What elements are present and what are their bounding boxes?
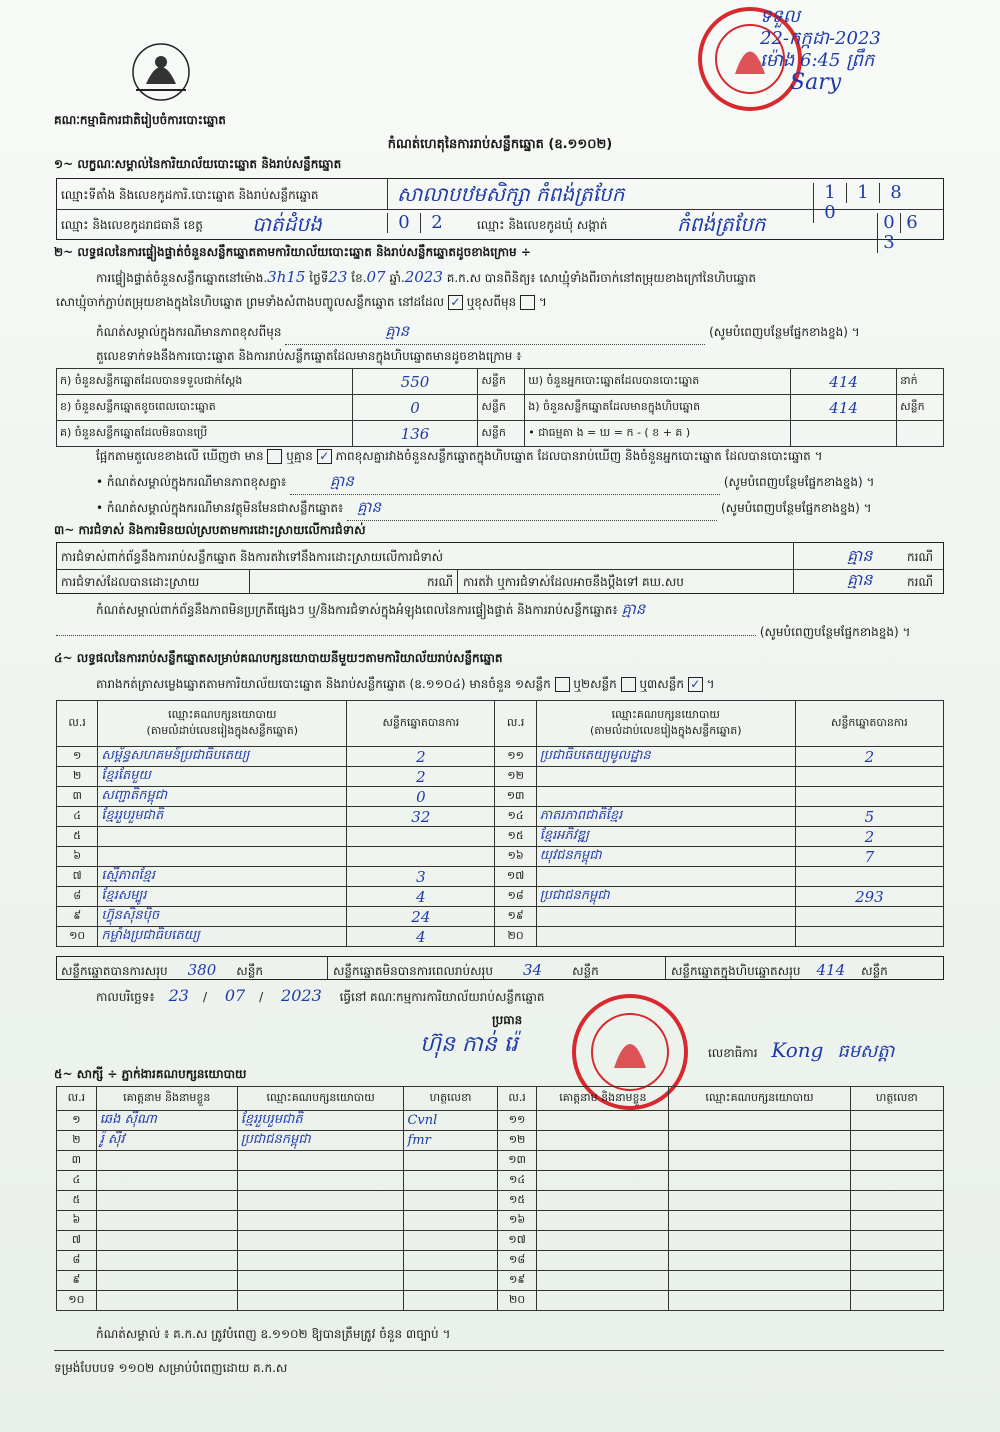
witness-no: ១៧ [497,1231,537,1251]
witness-no: ២ [57,1131,97,1151]
party-no: ៣ [57,787,98,807]
party-name: ប្រជាជនកម្ពុជា [536,887,795,907]
party-name: ខ្មែរតែមួយ [98,767,347,787]
witness-party [669,1171,850,1191]
figure-left-value: 0 [352,395,478,421]
party-no: ៧ [57,867,98,887]
witness-signature [850,1291,943,1311]
party-name: កម្លាំងប្រជាធិបតេយ្យ [98,927,347,947]
witness-party [237,1171,404,1191]
witness-name [96,1211,237,1231]
witness-name [96,1171,237,1191]
party-name: ខ្មែរសម្បូរ [98,887,347,907]
party-no: ១ [57,747,98,767]
bullet1-line: • កំណត់សម្គាល់ក្នុងករណីមានភាពខុសគ្នា៖ គ្មាន (សូមបំពេញបន្ថែមផ្នែកខាងខ្នង) ។ [96,472,944,495]
party-name: ប្រជាធិបតេយ្យមូលដ្ឋាន [536,747,795,767]
witness-name [537,1171,669,1191]
tally-sheet-line: តារាងកត់ត្រាសម្លេងឆ្នោតតាមការិយាល័យបោះឆ្នោត និងរាប់សន្លឹកឆ្នោត (ឧ.១១០៤) មានចំនួន ១សន្លឹក ឬ២សន្លឹក ឬ៣សន្លឹក ✓ ។ [96,677,715,691]
location-label: ឈ្មោះទីតាំង និងលេខកូដការិ.បោះឆ្នោត និងរាប់សន្លឹកឆ្នោត [61,188,319,202]
w-col-name-2: គោត្តនាម និងនាមខ្លួន [537,1087,669,1111]
discrepancy-line: ផ្អែកតាមតួលេខខាងលើ ឃើញថា មាន ឬគ្មាន ✓ ភាពខុសគ្នារវាងចំនួនសន្លឹកឆ្នោតក្នុងហិបឆ្នោត ដែលបានរាប់ឃើញ និងចំនួនអ្នកបោះឆ្នោត ដែលបានបោះឆ្នោត ។ [96,449,823,463]
party-votes: 2 [795,747,943,767]
witness-name [96,1191,237,1211]
two-sheets-checkbox[interactable] [621,677,636,692]
party-name [98,847,347,867]
witness-no: ១៦ [497,1211,537,1231]
appeal-label: ការតវ៉ា ឬការជំទាស់ដែលអាចនឹងប្តឹងទៅ គឃ.សប [463,575,684,589]
w-col-name: គោត្តនាម និងនាមខ្លួន [96,1087,237,1111]
witness-row [57,1111,944,1131]
col-votes: សន្លឹកឆ្នោតបានការ [347,701,495,747]
invalid-total: សន្លឹកឆ្នោតមិនបានការពេលរាប់សរុប 34 សន្លឹក [333,961,599,979]
party-row [57,887,944,907]
witness-no: ១០ [57,1291,97,1311]
witness-row [57,1211,944,1231]
form-title: កំណត់ហេតុនៃការរាប់សន្លឹកឆ្នោត (ឧ.១១០២) [387,137,613,152]
party-no: ១៦ [495,847,536,867]
party-row [57,767,944,787]
section1-heading: ១~ លក្ខណៈសម្គាល់នៃការិយាល័យបោះឆ្នោត និងរាប់សន្លឹកឆ្នោត [54,157,342,171]
witness-name [537,1231,669,1251]
figure-left-unit: សន្លឹក [478,421,525,447]
date-line: កាលបរិច្ឆេទ៖ 23 / 07 / 2023 ធ្វើនៅ គណៈកម្មការការិយាល័យរាប់សន្លឹកឆ្នោត [96,986,545,1005]
party-name: សម្ព័ន្ធសហគមន៍ប្រជាធិបតេយ្យ [98,747,347,767]
party-no: ១៣ [495,787,536,807]
witness-party [237,1151,404,1171]
figure-right-value: 414 [791,395,897,421]
witness-signature [850,1211,943,1231]
witness-signature [404,1231,497,1251]
party-votes: 32 [347,807,495,827]
party-no: ៦ [57,847,98,867]
party-no: ៩ [57,907,98,927]
witness-row [57,1251,944,1271]
witness-party [237,1271,404,1291]
party-votes: 5 [795,807,943,827]
party-name [536,787,795,807]
commune-code: 0 63 [877,213,943,253]
party-row [57,927,944,947]
party-no: ៤ [57,807,98,827]
witness-signature [404,1191,497,1211]
witness-name [537,1291,669,1311]
witness-no: ៧ [57,1231,97,1251]
witness-name [537,1271,669,1291]
witness-no: ១៣ [497,1151,537,1171]
appeal-unit: ករណី [907,575,934,589]
witness-name [96,1151,237,1171]
col-votes-2: សន្លឹកឆ្នោតបានការ [795,701,943,747]
party-no: ២ [57,767,98,787]
party-votes: 2 [795,827,943,847]
figure-left-label: ខ) ចំនួនសន្លឹកឆ្នោតខូចពេលបោះឆ្នោត [57,395,353,421]
party-row [57,807,944,827]
witness-signature [850,1191,943,1211]
w-col-party-2: ឈ្មោះគណបក្សនយោបាយ [669,1087,850,1111]
figure-right-label: ឃ) ចំនួនអ្នកបោះឆ្នោតដែលបានបោះឆ្នោត [525,369,791,395]
witness-party [669,1131,850,1151]
witness-party [237,1291,404,1311]
witness-no: ២០ [497,1291,537,1311]
party-no: ២០ [495,927,536,947]
witness-party [237,1231,404,1251]
figure-row [57,421,944,447]
col-no: ល.រ [57,701,98,747]
resolved-label: ការជំទាស់ដែលបានដោះស្រាយ [61,575,200,589]
party-name: យុវជនកម្ពុជា [536,847,795,867]
witness-no: ១៥ [497,1191,537,1211]
witness-signature [404,1211,497,1231]
section5-heading: ៥~ សាក្សី ÷ ភ្នាក់ងារគណបក្សនយោបាយ [54,1067,247,1081]
party-results-table [56,700,944,947]
party-row [57,827,944,847]
form-id: ទម្រង់បែបបទ ១១០២ សម្រាប់បំពេញដោយ គ.ក.ស [54,1361,288,1375]
valid-total: សន្លឹកឆ្នោតបានការសរុប 380 សន្លឹក [61,961,263,979]
objection-count: គ្មាន [847,546,873,565]
bullet2-line: • កំណត់សម្គាល់ក្នុងករណីមានវត្ថុមិនមែនជាសន្លឹកឆ្នោត៖ គ្មាន (សូមបំពេញបន្ថែមផ្នែកខាងខ្នង) ។ [96,498,944,521]
witness-name [96,1291,237,1311]
party-votes: 4 [347,927,495,947]
party-row [57,847,944,867]
witness-party [669,1151,850,1171]
figure-left-unit: សន្លឹក [478,395,525,421]
province-value: បាត់ដំបង [252,212,322,236]
objection-box [56,542,944,594]
witness-row [57,1291,944,1311]
witness-party [669,1211,850,1231]
witness-no: ១៤ [497,1171,537,1191]
party-name [536,767,795,787]
party-votes: 0 [347,787,495,807]
figure-right-value [791,421,897,447]
party-votes [795,927,943,947]
figure-right-label: ង) ចំនួនសន្លឹកឆ្នោតដែលមានក្នុងហិបឆ្នោត [525,395,791,421]
witness-signature [850,1271,943,1291]
section4-heading: ៤~ លទ្ធផលនៃការរាប់សន្លឹកឆ្នោតសម្រាប់គណបក្សនយោបាយនីមួយៗតាមការិយាល័យរាប់សន្លឹកឆ្នោត [54,651,503,665]
party-row [57,867,944,887]
has-difference-checkbox[interactable] [267,449,282,464]
witness-no: ៨ [57,1251,97,1271]
witness-signature: fmr [404,1131,497,1151]
party-votes: 2 [347,747,495,767]
figure-right-unit [897,421,944,447]
witness-party [237,1191,404,1211]
irregularity-note: កំណត់សម្គាល់ពាក់ព័ន្ធនឹងភាពមិនប្រក្រតីផ្សេងៗ ឬ/និងការជំទាស់ក្នុងអំឡុងពេលនៃការផ្ទៀងផ្ទាត់ និងការរាប់សន្លឹកឆ្នោត៖ គ្មាន [96,600,646,618]
witness-no: ១១ [497,1111,537,1131]
w-col-no-2: ល.រ [497,1087,537,1111]
witness-no: ៤ [57,1171,97,1191]
witness-name [537,1111,669,1131]
resolved-unit: ករណី [427,575,454,589]
party-name [536,927,795,947]
party-votes [795,787,943,807]
party-no: ៥ [57,827,98,847]
party-votes: 4 [347,887,495,907]
party-votes: 3 [347,867,495,887]
witness-name: ឆេង ស៊ីណា [96,1111,237,1131]
difference-note-line: កំណត់សម្គាល់ក្នុងករណីមានភាពខុសពីមុន គ្មាន (សូមបំពេញបន្ថែមផ្នែកខាងខ្នង) ។ [96,322,944,345]
party-name [536,867,795,887]
party-no: ១៨ [495,887,536,907]
section3-heading: ៣~ ការជំទាស់ និងការមិនយល់ស្របតាមការដោះស្រាយលើការជំទាស់ [54,523,366,537]
witness-signature [850,1231,943,1251]
witness-name [537,1151,669,1171]
figure-row [57,395,944,421]
figure-left-label: គ) ចំនួនសន្លឹកឆ្នោតដែលមិនបានប្រើ [57,421,353,447]
party-votes [795,867,943,887]
party-no: ១១ [495,747,536,767]
witness-name [96,1271,237,1291]
party-no: ១២ [495,767,536,787]
witness-name [537,1211,669,1231]
receipt-note: ទទួល 22-កក្កដា-2023 ម៉ោង 6:45 ព្រឹក Sary [760,6,881,95]
party-votes [795,767,943,787]
party-no: ១៥ [495,827,536,847]
witness-party [669,1231,850,1251]
party-name: ស្មើភាពខ្មែរ [98,867,347,887]
witness-signature [404,1291,497,1311]
ballot-box-total: សន្លឹកឆ្នោតក្នុងហិបឆ្នោតសរុប 414 សន្លឹក [671,961,888,979]
party-name: ខ្មែររួបរួមជាតិ [98,807,347,827]
witness-name [537,1191,669,1211]
figures-intro: តួលេខទាក់ទងនឹងការបោះឆ្នោត និងការរាប់សន្លឹកឆ្នោតដែលមានក្នុងហិបឆ្នោតមានដូចខាងក្រោម ៖ [96,349,522,363]
witness-no: ១៨ [497,1251,537,1271]
commune-label: ឈ្មោះ និងលេខកូដឃុំ សង្កាត់ [477,218,608,232]
witness-party [669,1191,850,1211]
seal-line: សោឃ្មុំចាក់ភ្ជាប់តម្រុយខាងក្នុងនៃហិបឆ្នោត ព្រមទាំងសំពាងបញ្ចូលសន្លឹកឆ្នោត នៅដដែល ✓ ឬខុសពីមុន ។ [56,295,547,309]
witness-name: រ៉ូ ស៊ីវ [96,1131,237,1151]
party-name [536,907,795,927]
chair-label: ប្រធាន [492,1013,523,1027]
party-no: ១៧ [495,867,536,887]
witness-name [537,1251,669,1271]
w-col-sig: ហត្ថលេខា [404,1087,497,1111]
witness-signature [404,1251,497,1271]
witness-no: ១៩ [497,1271,537,1291]
witness-row [57,1191,944,1211]
party-votes: 2 [347,767,495,787]
witness-signature [850,1131,943,1151]
one-sheet-checkbox[interactable] [555,677,570,692]
verification-line: ការផ្ទៀងផ្ទាត់ចំនួនសន្លឹកឆ្នោតនៅម៉ោង.3h15 ថ្ងៃទី23 ខែ.07 ឆ្នាំ.2023 គ.ក.ស បានពិនិត្យ៖ សោឃ្មុំទាំងពីរចាក់នៅតម្រុយខាងក្រៅនៃហិបឆ្នោត [96,268,756,286]
figure-right-unit: សន្លឹក [897,395,944,421]
party-row [57,747,944,767]
totals-row [56,956,944,980]
chair-signature: ហ៊ុន កាន់ រ៉េ [420,1032,518,1057]
figure-left-unit: សន្លឹក [478,369,525,395]
witness-table [56,1086,944,1311]
witness-no: ១២ [497,1131,537,1151]
witness-signature [404,1271,497,1291]
party-no: ១០ [57,927,98,947]
col-no-2: ល.រ [495,701,536,747]
party-name: ហ៊្វុនស៊ិនប៉ិច [98,907,347,927]
party-votes: 7 [795,847,943,867]
witness-signature [404,1171,497,1191]
figure-left-value: 136 [352,421,478,447]
figures-table [56,368,944,447]
col-party-2: ឈ្មោះគណបក្សនយោបាយ (តាមលំដាប់លេខរៀងក្នុងសន្លឹកឆ្នោត) [536,701,795,747]
party-no: ៨ [57,887,98,907]
party-votes [347,847,495,867]
witness-name [96,1231,237,1251]
witness-party [669,1271,850,1291]
witness-party [237,1251,404,1271]
party-name [98,827,347,847]
col-party: ឈ្មោះគណបក្សនយោបាយ (តាមលំដាប់លេខរៀងក្នុងសន្លឹកឆ្នោត) [98,701,347,747]
party-no: ១៩ [495,907,536,927]
party-row [57,907,944,927]
witness-no: ៩ [57,1271,97,1291]
section2-heading: ២~ លទ្ធផលនៃការផ្ទៀងផ្ទាត់ចំនួនសន្លឹកឆ្នោតតាមការិយាល័យបោះឆ្នោត និងរាប់សន្លឹកឆ្នោតដូចខាងក្រោម ÷ [54,245,531,259]
witness-signature [850,1251,943,1271]
witness-party [669,1251,850,1271]
figure-row [57,369,944,395]
witness-name [96,1251,237,1271]
changed-checkbox[interactable] [520,295,535,310]
witness-no: ១ [57,1111,97,1131]
party-votes [795,907,943,927]
no-difference-checkbox[interactable]: ✓ [317,449,332,464]
location-value: សាលាបឋមសិក្សា កំពង់ត្របែក [397,182,625,206]
witness-party [237,1211,404,1231]
witness-row [57,1231,944,1251]
three-sheets-checkbox[interactable]: ✓ [688,677,703,692]
objection-label: ការជំទាស់ពាក់ព័ន្ធនឹងការរាប់សន្លឹកឆ្នោត និងការតវ៉ាទៅនឹងការដោះស្រាយលើការជំទាស់ [61,550,444,564]
party-row [57,787,944,807]
witness-row [57,1151,944,1171]
witness-no: ៥ [57,1191,97,1211]
witness-row [57,1131,944,1151]
party-votes: 293 [795,887,943,907]
witness-party: ប្រជាជនកម្ពុជា [237,1131,404,1151]
witness-signature [850,1171,943,1191]
witness-signature [404,1151,497,1171]
org-name: គណៈកម្មាធិការជាតិរៀបចំការបោះឆ្នោត [54,113,226,127]
party-no: ១៤ [495,807,536,827]
w-col-party: ឈ្មោះគណបក្សនយោបាយ [237,1087,404,1111]
figure-left-value: 550 [352,369,478,395]
witness-no: ៦ [57,1211,97,1231]
figure-right-label: • ជាធម្មតា ង = ឃ = ក - ( ខ + គ ) [525,421,791,447]
footer-note: កំណត់សម្គាល់ ៖ គ.ក.ស ត្រូវបំពេញ ឧ.១១០២ ឱ្យបានត្រឹមត្រូវ ចំនួន ៣ច្បាប់ ។ [96,1327,451,1341]
witness-row [57,1271,944,1291]
witness-signature [850,1111,943,1131]
w-col-no: ល.រ [57,1087,97,1111]
commune-value: កំពង់ត្របែក [677,212,766,236]
w-col-sig-2: ហត្ថលេខា [850,1087,943,1111]
nec-logo-icon [128,40,194,104]
unchanged-checkbox[interactable]: ✓ [448,295,463,310]
figure-right-value: 414 [791,369,897,395]
party-name: ខ្មែរអភិវឌ្ឍ [536,827,795,847]
figure-right-unit: នាក់ [897,369,944,395]
party-votes: 24 [347,907,495,927]
witness-no: ៣ [57,1151,97,1171]
location-code: 1 1 80 [813,183,943,223]
witness-signature: Cvnl [404,1111,497,1131]
witness-party: ខ្មែររួបរួមជាតិ [237,1111,404,1131]
irregularity-note-2: (សូមបំពេញបន្ថែមផ្នែកខាងខ្នង) ។ [56,624,944,642]
witness-party [669,1291,850,1311]
secretary-line: លេខាធិការ Kong ធមសត្តា [708,1038,895,1062]
objection-unit: ករណី [907,550,934,564]
witness-row [57,1171,944,1191]
party-votes [347,827,495,847]
figure-left-label: ក) ចំនួនសន្លឹកឆ្នោតដែលបានទទួលជាក់ស្តែង [57,369,353,395]
witness-party [669,1111,850,1131]
province-code: 0 2 [387,213,453,233]
party-name: សញ្ជាតិកម្ពុជា [98,787,347,807]
witness-signature [850,1151,943,1171]
province-label: ឈ្មោះ និងលេខកូដរាជធានី ខេត្ត [61,218,203,232]
party-name: ភាតរភាពជាតិខ្មែរ [536,807,795,827]
witness-name [537,1131,669,1151]
appeal-count: គ្មាន [847,570,873,589]
